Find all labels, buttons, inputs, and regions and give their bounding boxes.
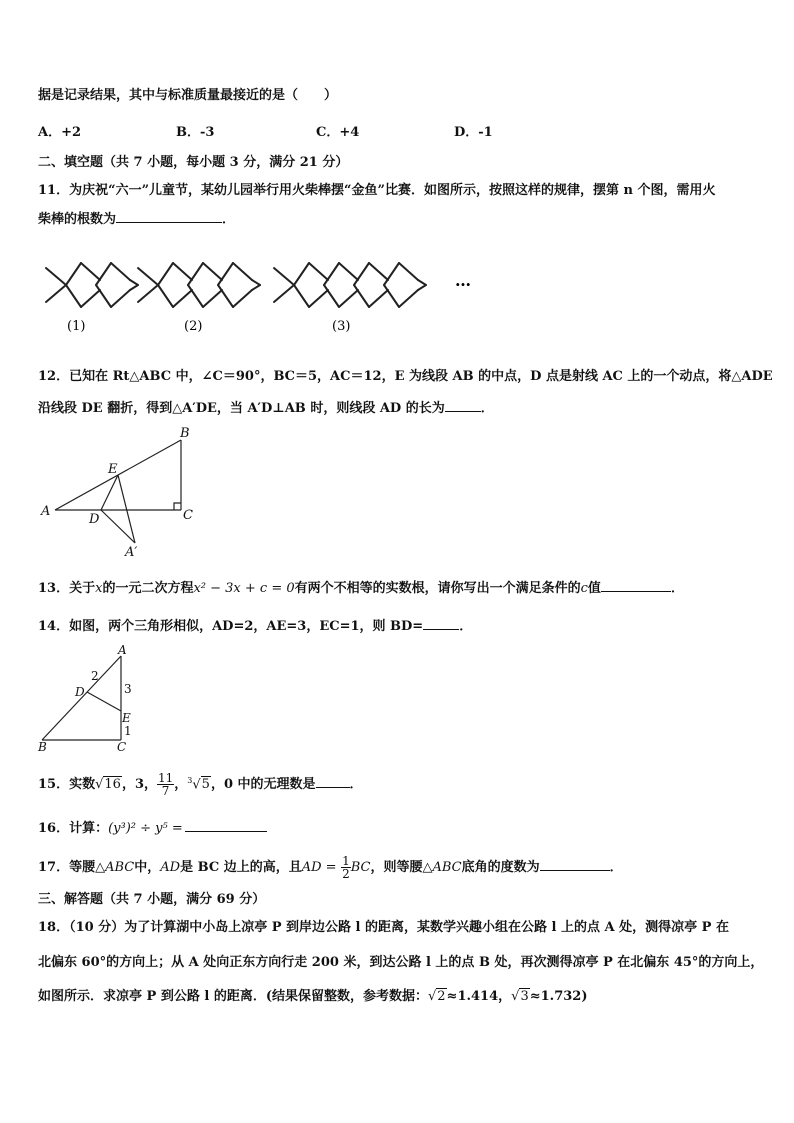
q18-approx1: ≈1.414， (446, 989, 512, 1004)
q14-label-d: D (75, 685, 85, 699)
q17-answer-blank (540, 858, 610, 871)
q18-sqrt2: √2 (427, 989, 446, 1004)
q15-text-post: ，0 中的无理数是 (210, 777, 316, 792)
fish-1-body-0-a (66, 263, 81, 285)
q12-label-c: C (183, 508, 193, 523)
q17-text-mid1: 中， (134, 860, 161, 875)
q13-text-value: 值 (587, 581, 601, 596)
q11-line2-text: 柴棒的根数为 (38, 212, 117, 227)
fish-3-tail-bottom (274, 285, 294, 302)
fish-3-body-0-b (294, 285, 309, 307)
q18-sqrt3-radicand: 3 (520, 989, 529, 1004)
q11-line2 (38, 208, 235, 227)
q15-sep2: ， (174, 777, 188, 792)
q10-option-a: A．+2 (38, 125, 82, 140)
fish-1-head-top (130, 280, 138, 285)
section3-heading: 三、解答题（共 7 小题，满分 69 分） (38, 892, 266, 907)
q17-fraction (341, 855, 351, 880)
fish-2-body-0-a (158, 263, 173, 285)
fish-1-body-0-c (81, 263, 100, 280)
q12-label-b: B (180, 426, 190, 441)
q11-fig-label-3: (3) (332, 319, 351, 334)
q14-line (38, 615, 472, 634)
q15-sqrt16: √16 (95, 777, 121, 792)
fish-3-body-3-c (399, 263, 418, 280)
q11-fig-label-1: (1) (67, 319, 86, 334)
q17-equation: AD = (301, 860, 337, 875)
q15-text-pre: 15．实数 (38, 777, 96, 792)
fish-2-tail-top (138, 268, 158, 285)
q12-label-a-prime: A′ (125, 545, 138, 560)
q10-option-b: B．-3 (176, 125, 215, 140)
fish-1-tail-top (46, 268, 66, 285)
fish-1-body-1-d (111, 290, 130, 307)
fish-1-body-0-d (81, 290, 100, 307)
q13-var-x: x (95, 581, 103, 596)
q13-var-c: c (580, 581, 588, 596)
fish-2-body-2-a (218, 263, 233, 285)
q15-cbrt-index: 3 (187, 775, 193, 785)
q14-label-e: E (122, 711, 131, 725)
fish-3-body-2-a (354, 263, 369, 285)
q18-line2: 北偏东 60°的方向上；从 A 处向正东方向行走 200 米，到达公路 l 上的点 B 处，再次测得凉亭 P 在北偏东 45°的方向上， (38, 955, 764, 970)
fish-3-body-3-b (384, 285, 399, 307)
fish-1-head-bottom (130, 285, 138, 290)
fish-2-head-top (252, 280, 260, 285)
q12-period: ． (480, 401, 494, 416)
q11-line1: 11．为庆祝“六一”儿童节，某幼儿园举行用火柴棒摆“金鱼”比赛．如图所示，按照这样的规律，摆第 n 个图，需用火 (38, 183, 716, 198)
q18-line3 (38, 985, 588, 1004)
fish-1-tail-bottom (46, 285, 66, 302)
q14-period: ． (459, 619, 473, 634)
q10-tail-text: 据是记录结果，其中与标准质量最接近的是（ ） (38, 88, 338, 103)
q11-period: ． (222, 212, 236, 227)
q13-period: ． (670, 581, 684, 596)
q12-answer-blank (445, 399, 481, 412)
q14-label-c: C (117, 740, 127, 754)
q11-answer-blank (116, 210, 222, 223)
q12-line2-text: 沿线段 DE 翻折，得到△A′DE，当 A′D⊥AB 时，则线段 AD 的长为 (38, 401, 445, 416)
fish-2-body-0-d (173, 290, 192, 307)
q17-text-post: 底角的度数为 (461, 860, 540, 875)
fish-2-body-2-b (218, 285, 233, 307)
q15-cbrt5: $^3$√5 (187, 775, 210, 792)
fish-3-body-3-a (384, 263, 399, 285)
fish-3-body-3-d (399, 290, 418, 307)
q13-text-pre: 13．关于 (38, 581, 96, 596)
fish-3-head-top (418, 280, 426, 285)
q15-sep1: ，3， (121, 777, 157, 792)
fish-2-head-bottom (252, 285, 260, 290)
q17-text-mid3: ，则等腰 (370, 860, 423, 875)
fish-1-body-1-c (111, 263, 130, 280)
fish-2-body-2-d (233, 290, 252, 307)
q15-fraction (157, 772, 174, 797)
fish-3-body-0-c (309, 263, 328, 280)
q14-answer-blank (423, 617, 459, 630)
q13-text-mid2: 有两个不相等的实数根，请你写出一个满足条件的 (294, 581, 581, 596)
q18-approx2: ≈1.732) (529, 989, 588, 1004)
q13-text-mid: 的一元二次方程 (102, 581, 194, 596)
q14-label-a: A (118, 643, 127, 657)
q14-label-b: B (38, 740, 47, 754)
fish-2-body-0-b (158, 285, 173, 307)
q18-line3-text: 如图所示．求凉亭 P 到公路 l 的距离．(结果保留整数，参考数据： (38, 989, 428, 1004)
q17-frac-num: 1 (342, 854, 350, 868)
q16-line (38, 817, 267, 836)
q13-line (38, 577, 684, 596)
q14-length-2: 2 (91, 669, 99, 683)
fish-3-body-1-c (339, 263, 358, 280)
q12-label-a: A (41, 504, 51, 519)
q17-bc: BC (350, 860, 371, 875)
q11-fig-label-2: (2) (184, 319, 203, 334)
q18-sqrt3: √3 (511, 989, 529, 1004)
fish-3-body-0-a (294, 263, 309, 285)
q17-text-pre: 17．等腰 (38, 860, 96, 875)
fish-1-body-1-b (96, 285, 111, 307)
q17-ad: AD (160, 860, 181, 875)
q15-sqrt16-radicand: 16 (104, 777, 121, 792)
fish-2-body-0-c (173, 263, 192, 280)
q17-period: ． (609, 860, 623, 875)
q17-text-mid2: 是 BC 边上的高，且 (180, 860, 302, 875)
q15-frac-num: 11 (157, 771, 174, 785)
fish-2-body-1-c (203, 263, 222, 280)
fish-3-body-0-d (309, 290, 328, 307)
fish-2-tail-bottom (138, 285, 158, 302)
q14-length-3: 3 (124, 682, 132, 696)
q15-frac-den: 7 (161, 784, 170, 798)
fish-3-body-2-b (354, 285, 369, 307)
q17-triangle-2: △ABC (422, 860, 462, 875)
q17-frac-den: 2 (342, 867, 350, 881)
fish-2-body-1-a (188, 263, 203, 285)
q18-line1: 18．（10 分）为了计算湖中小岛上凉亭 P 到岸边公路 l 的距离，某数学兴趣小组在公路 l 上的点 A 处，测得凉亭 P 在 (38, 920, 729, 935)
q15-line (38, 772, 363, 797)
section2-heading: 二、填空题（共 7 小题，每小题 3 分，满分 21 分） (38, 155, 349, 170)
q16-text-pre: 16．计算： (38, 821, 109, 836)
q12-label-e: E (108, 462, 118, 477)
q10-option-d: D．-1 (454, 125, 493, 140)
q17-line (38, 855, 623, 880)
fish-2-body-1-d (203, 290, 222, 307)
fish-3-body-2-d (369, 290, 388, 307)
q15-answer-blank (316, 775, 350, 788)
q12-line2 (38, 397, 494, 416)
q14-length-1: 1 (124, 724, 132, 738)
q15-period: ． (349, 777, 363, 792)
fish-3-body-2-c (369, 263, 388, 280)
q17-triangle-1: △ABC (95, 860, 135, 875)
q12-label-d: D (89, 512, 100, 527)
fish-3-body-1-d (339, 290, 358, 307)
q13-answer-blank (601, 579, 671, 592)
q11-ellipsis: … (455, 271, 471, 290)
fish-3-body-1-a (324, 263, 339, 285)
q16-answer-blank (185, 819, 267, 832)
q10-option-c: C．+4 (316, 125, 360, 140)
q14-text: 14．如图，两个三角形相似，AD=2，AE=3，EC=1，则 BD= (38, 619, 424, 634)
q13-equation: x² − 3x + c = 0 (193, 581, 295, 596)
fish-2-body-2-c (233, 263, 252, 280)
fish-1-body-0-b (66, 285, 81, 307)
q12-line1: 12．已知在 Rt△ABC 中，∠C＝90°，BC＝5，AC＝12，E 为线段 AB 的中点，D 点是射线 AC 上的一个动点，将△ADE (38, 369, 773, 384)
fish-1-body-1-a (96, 263, 111, 285)
fish-2-body-1-b (188, 285, 203, 307)
fish-3-body-1-b (324, 285, 339, 307)
q18-sqrt2-radicand: 2 (437, 989, 446, 1004)
q16-expression: (y³)² ÷ y⁵ = (108, 821, 183, 836)
fish-3-head-bottom (418, 285, 426, 290)
fish-3-tail-top (274, 268, 294, 285)
q15-cbrt5-radicand: 5 (201, 777, 210, 792)
